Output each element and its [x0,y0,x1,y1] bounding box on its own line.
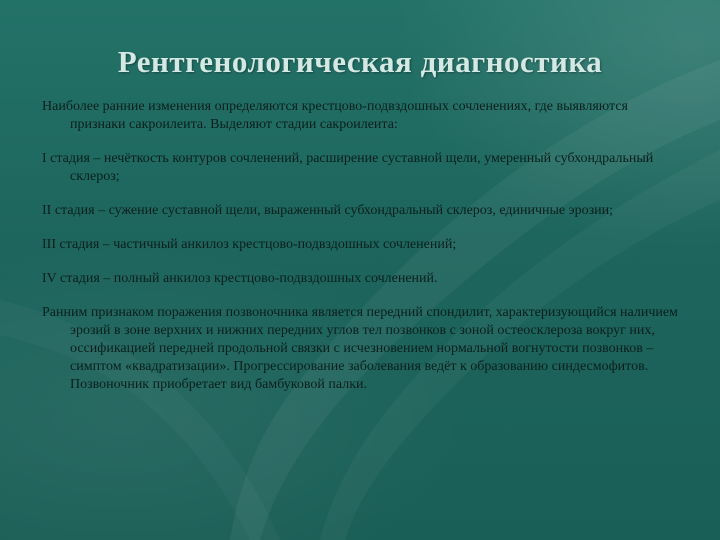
paragraph-spondylitis: Ранним признаком поражения позвоночника является передний спондилит, характеризующийся наличием эрозий в зоне верхних и нижних передних углов тел позвонков с зоной остеосклероза вокруг них, оссификацией передней продольной связки с исчезновением нормальной вогнутости позвонков – симптом «квадратизации». Прогрессирование заболевания ведёт к образованию синдесмофитов. Позвоночник приобретает вид бамбуковой палки. [42,305,678,392]
paragraph-stage-3: III стадия – частичный анкилоз крестцово-подвздошных сочленений; [42,237,457,252]
paragraph-stage-4: IV стадия – полный анкилоз крестцово-подвздошных сочленений. [42,271,438,286]
paragraph-intro: Наиболее ранние изменения определяются крестцово-подвздошных сочленениях, где выявляются признаки сакроилеита. Выделяют стадии сакроилеита: [42,99,628,132]
paragraph-stage-2: II стадия – сужение суставной щели, выраженный субхондральный склероз, единичные эрозии; [42,203,614,218]
slide-body [42,98,680,394]
paragraph-stage-1: I стадия – нечёткость контуров сочленений, расширение суставной щели, умеренный субхондральный склероз; [42,151,654,184]
slide-title: Рентгенологическая диагностика [117,44,603,79]
